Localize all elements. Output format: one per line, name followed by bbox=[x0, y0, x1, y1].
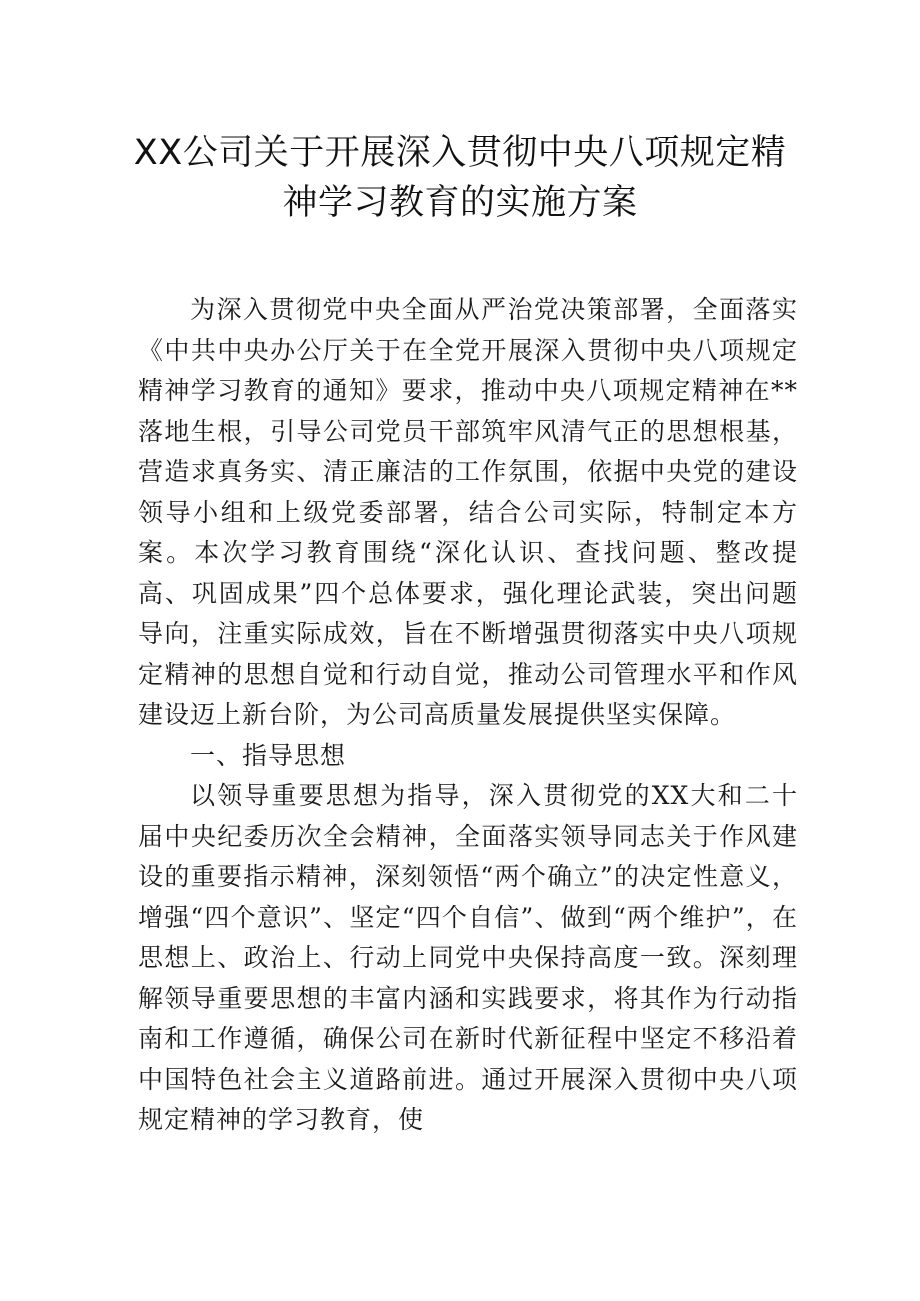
document-title-line-2: 神学习教育的实施方案 bbox=[282, 183, 638, 223]
section-heading-guiding-ideology: 一、指导思想 bbox=[190, 740, 347, 770]
document-title bbox=[120, 128, 800, 228]
guiding-ideology-paragraph: 以领导重要思想为指导，深入贯彻党的XX大和二十届中央纪委历次全会精神，全面落实领导同志关于作风建设的重要指示精神，深刻领悟“两个确立”的决定性意义，增强“四个意识”、坚定“四个自信”、做到“两个维护”，在思想上、政治上、行动上同党中央保持高度一致。深刻理解领导重要思想的丰富内涵和实践要求，将其作为行动指南和工作遵循，确保公司在新时代新征程中坚定不移沿着中国特色社会主义道路前进。通过开展深入贯彻中央八项规定精神的学习教育，使 bbox=[138, 781, 798, 1134]
document-title-line-1: XX公司关于开展深入贯彻中央八项规定精 bbox=[133, 133, 787, 173]
intro-paragraph: 为深入贯彻党中央全面从严治党决策部署，全面落实《中共中央办公厅关于在全党开展深入贯彻中央八项规定精神学习教育的通知》要求，推动中央八项规定精神在**落地生根，引导公司党员干部筑牢风清气正的思想根基，营造求真务实、清正廉洁的工作氛围，依据中央党的建设领导小组和上级党委部署，结合公司实际，特制定本方案。本次学习教育围绕“深化认识、查找问题、整改提高、巩固成果”四个总体要求，强化理论武装，突出问题导向，注重实际成效，旨在不断增强贯彻落实中央八项规定精神的思想自觉和行动自觉，推动公司管理水平和作风建设迈上新台阶，为公司高质量发展提供坚实保障。 bbox=[138, 295, 798, 729]
document-body bbox=[138, 290, 798, 1141]
